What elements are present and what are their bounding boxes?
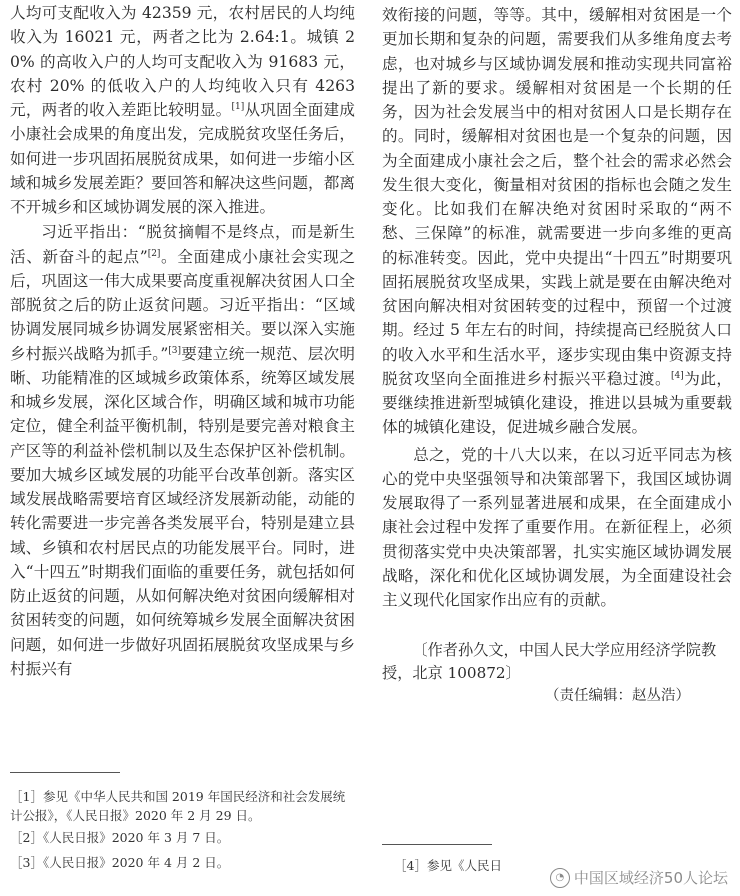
right-paragraph-1: 效衔接的问题，等等。其中，缓解相对贫困是一个更加长期和复杂的问题，需要我们从多维角度去考虑，也对城乡与区域协调发展和推动实现共同富裕提出了新的要求。缓解相对贫困是一个长期的任务，因为社会发展当中的相对贫困人口是长期存在的。同时，缓解相对贫困也是一个复杂的问题，因为全面建成小康社会之后，整个社会的需求必然会发生很大变化，衡量相对贫困的指标也会随之发生变化。比如我们在解决绝对贫困时采取的“两不愁、三保障”的标准，就需要进一步向多维的更高的标准转变。因此，党中央提出“十四五”时期要巩固拓展脱贫攻坚成果，实践上就是要在由解决绝对贫困向解决相对贫困转变的过程中，预留一个过渡期。经过 5 年左右的时间，持续提高已经脱贫人口的收入水平和生活水平，逐步实现由集中资源支持脱贫攻坚向全面推进乡村振兴平稳过渡。[4]为此，要继续推进新型城镇化建设，推进以县城为重要载体的城镇化建设，促进城乡融合发展。 bbox=[382, 6, 732, 437]
footnote-ref-2[interactable]: [2] bbox=[147, 248, 161, 259]
left-paragraph-1: 人均可支配收入为 42359 元，农村居民的人均纯收入为 16021 元，两者之比为 2.64:1。城镇 20% 的高收入户的人均可支配收入为 91683 元，农村 20% 的低收入户的人均纯收入只有 4263 元，两者的收入差距比较明显。[1]从巩固全面建成小康社会成果的角度出发，完成脱贫攻坚任务后，如何进一步巩固拓展脱贫成果，如何进一步缩小区域和城乡发展差距？要回答和解决这些问题，都离不开城乡和区域协调发展的深入推进。 bbox=[10, 4, 355, 216]
watermark bbox=[550, 867, 728, 888]
wechat-icon: ◔ bbox=[550, 868, 570, 888]
right-column bbox=[382, 0, 732, 708]
responsible-editor: （责任编辑：赵丛浩） bbox=[545, 688, 690, 705]
footnote-3: ［3］《人民日报》2020 年 4 月 2 日。 bbox=[10, 855, 230, 870]
left-column bbox=[10, 0, 355, 681]
right-paragraph-2: 总之，党的十八大以来，在以习近平同志为核心的党中央坚强领导和决策部署下，我国区域协调发展取得了一系列显著进展和成果，在全面建成小康社会过程中发挥了重要作用。在新征程上，必须贯彻落实党中央决策部署，扎实实施区域协调发展战略，深化和优化区域协调发展，为全面建设社会主义现代化国家作出应有的贡献。 bbox=[382, 445, 732, 609]
signature-block bbox=[382, 639, 732, 708]
watermark-text: 中国区域经济50人论坛 bbox=[573, 869, 728, 887]
footnote-4: ［4］参见《人民日 bbox=[394, 858, 502, 873]
left-paragraph-2: 习近平指出：“脱贫摘帽不是终点，而是新生活、新奋斗的起点”[2]。全面建成小康社会实现之后，巩固这一伟大成果要高度重视解决贫困人口全部脱贫之后的防止返贫问题。习近平指出：“区域协调发展同城乡协调发展紧密相关。要以深入实施乡村振兴战略为抓手。”[3]要建立统一规范、层次明晰、功能精准的区域城乡政策体系，统筹区域发展和城乡发展，深化区域合作，明确区域和城市功能定位，健全利益平衡机制，特别是要完善对粮食主产区等的利益补偿机制以及生态保护区补偿机制。要加大城乡区域发展的功能平台改革创新。落实区域发展战略需要培育区域经济发展新动能，动能的转化需要进一步完善各类发展平台，特别是建立县域、乡镇和农村居民点的功能发展平台。同时，进入“十四五”时期我们面临的重要任务，就包括如何防止返贫的问题，从如何解决绝对贫困向缓解相对贫困转变的问题，如何统筹城乡发展全面解决贫困问题，如何进一步做好巩固拓展脱贫攻坚成果与乡村振兴有 bbox=[10, 223, 355, 678]
author-note: 〔作者孙久文，中国人民大学应用经济学院教授，北京 100872〕 bbox=[382, 641, 717, 683]
footnote-ref-4[interactable]: [4] bbox=[671, 370, 684, 381]
footnote-2: ［2］《人民日报》2020 年 3 月 7 日。 bbox=[10, 830, 230, 845]
footnote-rule-left bbox=[10, 772, 120, 773]
footnote-1: ［1］参见《中华人民共和国 2019 年国民经济和社会发展统计公报》，《人民日报》2020 年 2 月 29 日。 bbox=[10, 789, 346, 823]
footnote-ref-3[interactable]: [3] bbox=[168, 345, 182, 356]
footnote-ref-1[interactable]: [1] bbox=[231, 102, 245, 112]
footnote-rule-right bbox=[382, 844, 492, 845]
